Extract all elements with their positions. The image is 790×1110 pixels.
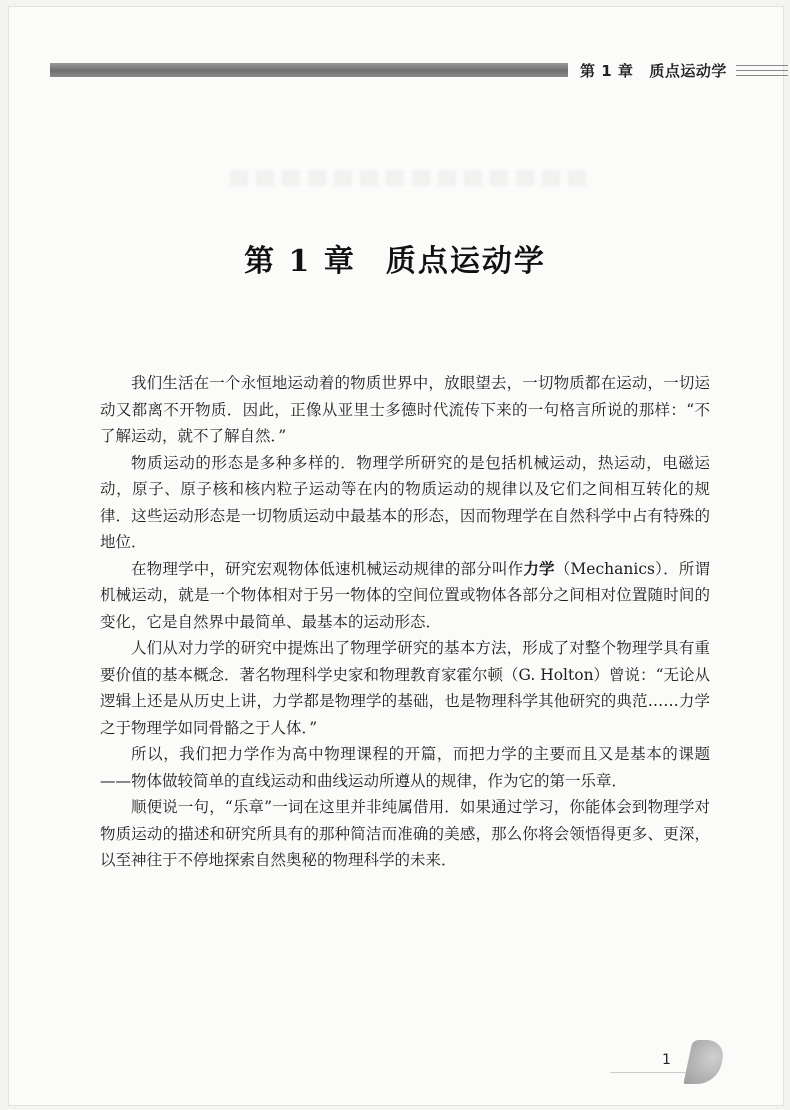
- paragraph: 人们从对力学的研究中提炼出了物理学研究的基本方法，形成了对整个物理学具有重要价值的基本概念．著名物理科学史家和物理教育家霍尔顿（G. Holton）曾说：“无论从逻辑上还是从历史上讲，力学都是物理学的基础，也是物理科学其他研究的典范……力学之于物理学如同骨骼之于人体．”: [100, 639, 710, 737]
- page-number-rule: [610, 1072, 690, 1073]
- chapter-name: 质点运动学: [385, 244, 546, 279]
- paragraph: 所以，我们把力学作为高中物理课程的开篇，而把力学的主要而且又是基本的课题——物体做较简单的直线运动和曲线运动所遵从的规律，作为它的第一乐章．: [100, 745, 710, 790]
- running-head-title: 质点运动学: [649, 62, 727, 80]
- term-mechanics: 力学: [523, 559, 555, 578]
- chapter-number: 第 1 章: [244, 244, 356, 279]
- header-bar: [50, 63, 568, 77]
- paragraph-text: （Mechanics）．所谓机械运动，就是一个物体相对于另一物体的空间位置或物体各部分之间相对位置随时间的变化，它是自然界中最简单、最基本的运动形态．: [100, 559, 710, 631]
- page-number: 1: [662, 1052, 671, 1068]
- paragraph-text: 在物理学中，研究宏观物体低速机械运动规律的部分叫作: [131, 559, 524, 578]
- running-head-chapter: 第 1 章: [580, 62, 634, 80]
- header-rule-lines: [736, 65, 788, 80]
- paragraph: 物质运动的形态是多种多样的．物理学所研究的是包括机械运动，热运动，电磁运动，原子、原子核和核内粒子运动等在内的物质运动的规律以及它们之间相互转化的规律．这些运动形态是一切物质运动中最基本的形态，因而物理学在自然科学中占有特殊的地位．: [100, 453, 710, 551]
- paragraph: 我们生活在一个永恒地运动着的物质世界中，放眼望去，一切物质都在运动，一切运动又都离不开物质．因此，正像从亚里士多德时代流传下来的一句格言所说的那样：“不了解运动，就不了解自然．”: [100, 374, 710, 445]
- chapter-title: [0, 236, 790, 280]
- paragraph: [100, 556, 710, 636]
- paragraph: 顺便说一句，“乐章”一词在这里并非纯属借用．如果通过学习，你能体会到物理学对物质运动的描述和研究所具有的那种简洁而准确的美感，那么你将会领悟得更多、更深，以至神往于不停地探索自然奥秘的物理科学的未来．: [100, 798, 710, 869]
- chapter-intro: [100, 370, 710, 874]
- running-head-text: [580, 60, 727, 81]
- bleed-through: [230, 170, 590, 186]
- running-head: [50, 57, 790, 89]
